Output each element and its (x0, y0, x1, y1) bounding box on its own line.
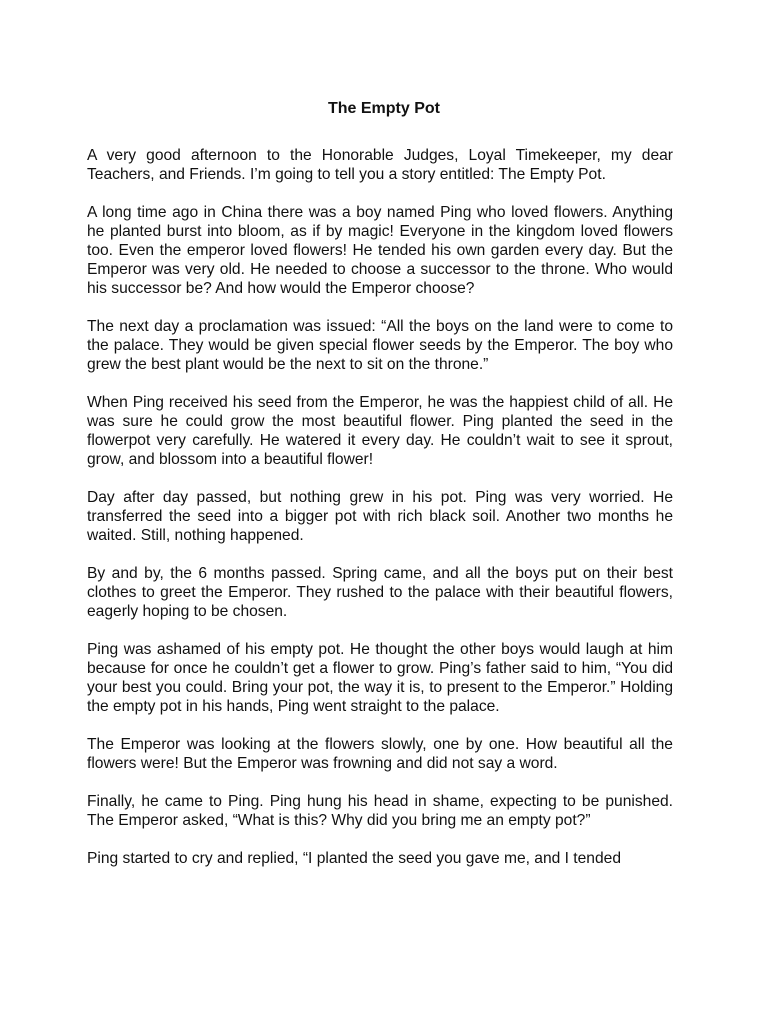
paragraph-ashamed: Ping was ashamed of his empty pot. He thought the other boys would laugh at him because for once he couldn’t get a flower to grow. Ping’s father said to him, “You did your best you could. Bring your pot, the way it is, to present to the Emperor.” Holding the empty pot in his hands, Ping went straight to the palace. (87, 641, 673, 715)
paragraph-ping-intro: A long time ago in China there was a boy named Ping who loved flowers. Anything he planted burst into bloom, as if by magic! Everyone in the kingdom loved flowers too. Even the emperor loved flowers! He tended his own garden every day. But the Emperor was very old. He needed to choose a successor to the throne. Who would his successor be? And how would the Emperor choose? (87, 204, 673, 297)
paragraph-nothing-grew: Day after day passed, but nothing grew in his pot. Ping was very worried. He transferred the seed into a bigger pot with rich black soil. Another two months he waited. Still, nothing happened. (87, 489, 673, 544)
paragraph-emperor-looking: The Emperor was looking at the flowers slowly, one by one. How beautiful all the flowers were! But the Emperor was frowning and did not say a word. (87, 736, 673, 772)
document-body (87, 146, 673, 887)
document-title: The Empty Pot (327, 100, 440, 117)
paragraph-ping-cries: Ping started to cry and replied, “I planted the seed you gave me, and I tended (87, 850, 621, 867)
paragraph-spring: By and by, the 6 months passed. Spring came, and all the boys put on their best clothes to greet the Emperor. They rushed to the palace with their beautiful flowers, eagerly hoping to be chosen. (87, 565, 673, 620)
paragraph-proclamation: The next day a proclamation was issued: “All the boys on the land were to come to the palace. They would be given special flower seeds by the Emperor. The boy who grew the best plant would be the next to sit on the throne.” (87, 318, 673, 373)
paragraph-came-to-ping: Finally, he came to Ping. Ping hung his head in shame, expecting to be punished. The Emperor asked, “What is this? Why did you bring me an empty pot?” (87, 793, 673, 829)
paragraph-greeting: A very good afternoon to the Honorable Judges, Loyal Timekeeper, my dear Teachers, and Friends. I’m going to tell you a story entitled: The Empty Pot. (87, 147, 673, 183)
paragraph-seed-received: When Ping received his seed from the Emperor, he was the happiest child of all. He was sure he could grow the most beautiful flower. Ping planted the seed in the flowerpot very carefully. He watered it every day. He couldn’t wait to see it sprout, grow, and blossom into a beautiful flower! (87, 394, 673, 468)
